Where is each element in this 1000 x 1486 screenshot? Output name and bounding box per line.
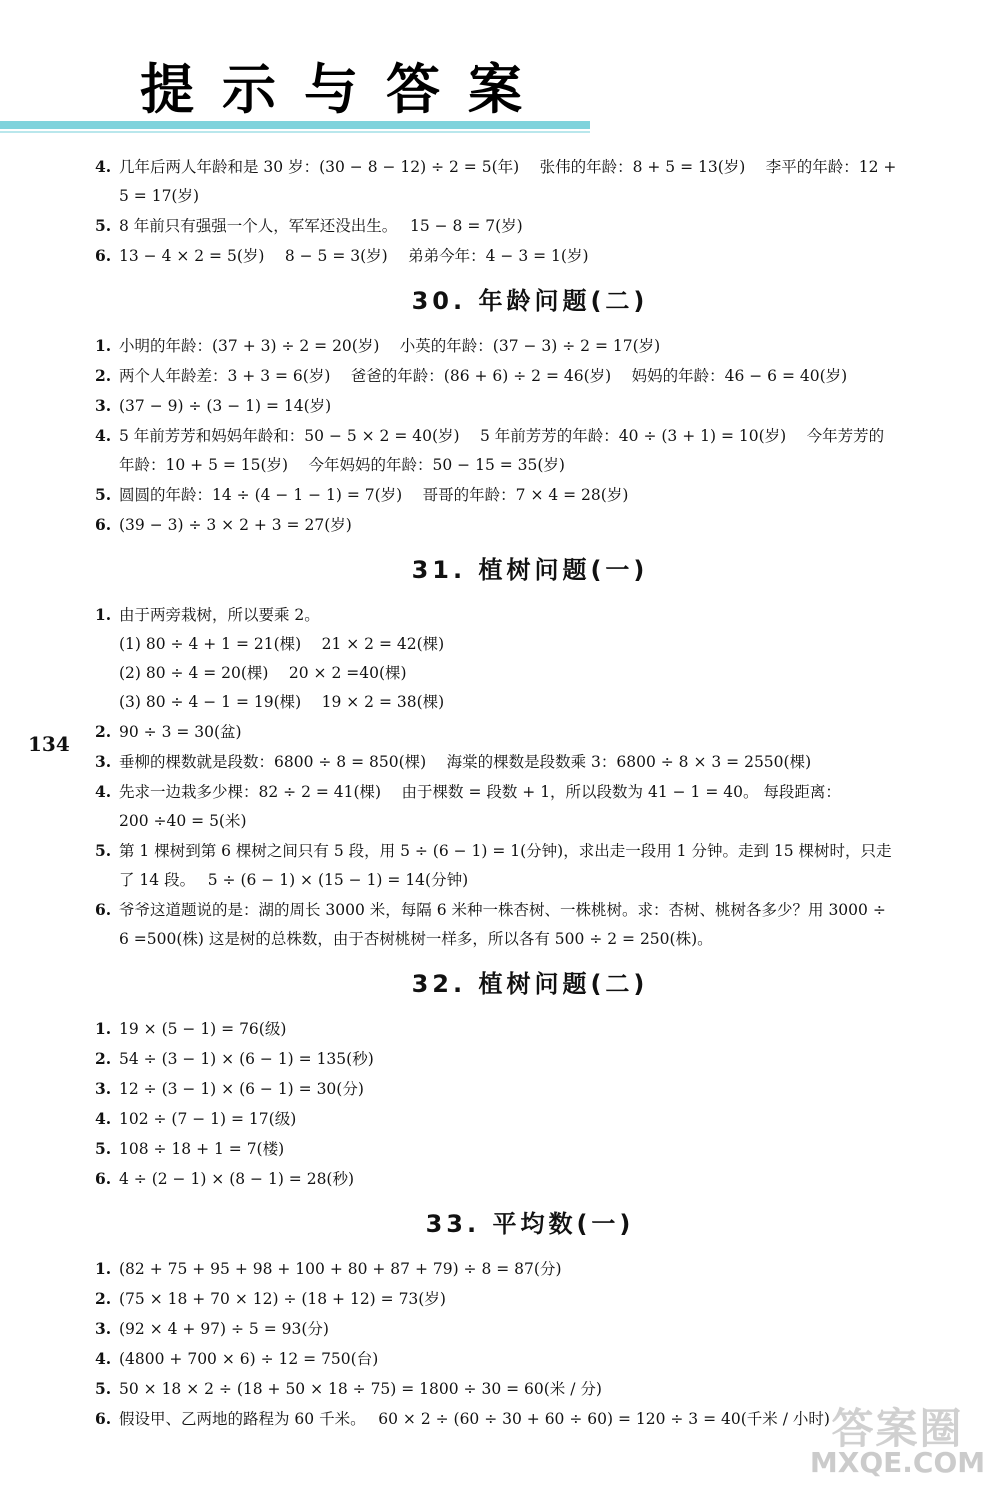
answer-item [95, 211, 965, 241]
item-text: 102 ÷ (7 − 1) = 17(级) [119, 1110, 297, 1128]
item-number: 1. [95, 336, 112, 355]
watermark-logo [805, 1396, 990, 1480]
item-number: 6. [95, 246, 112, 265]
watermark-url: MXQE.COM [809, 1446, 986, 1479]
item-number: 5. [95, 485, 112, 504]
item-number: 4. [95, 1349, 112, 1368]
item-text: 假设甲、乙两地的路程为 60 千米。 60 × 2 ÷ (60 ÷ 30 + 60 ÷ 60) = 120 ÷ 3 = 40(千米 / 小时) [119, 1410, 830, 1428]
item-text: (4800 + 700 × 6) ÷ 12 = 750(台) [119, 1350, 379, 1368]
answer-item [95, 361, 965, 391]
answer-item [95, 480, 965, 510]
item-text: 50 × 18 × 2 ÷ (18 + 50 × 18 ÷ 75) = 1800 ÷ 30 = 60(米 / 分) [119, 1380, 602, 1398]
answer-item [95, 510, 965, 540]
item-text: 12 ÷ (3 − 1) × (6 − 1) = 30(分) [119, 1080, 364, 1098]
section-title: 30. 年龄问题(二) [411, 287, 649, 315]
item-text: 90 ÷ 3 = 30(盆) [119, 723, 242, 741]
answer-item [95, 331, 965, 361]
item-number: 3. [95, 396, 112, 415]
section-title: 32. 植树问题(二) [411, 970, 649, 998]
item-text: (39 − 3) ÷ 3 × 2 + 3 = 27(岁) [119, 516, 352, 534]
item-text: (82 + 75 + 95 + 98 + 100 + 80 + 87 + 79) ÷ 8 = 87(分) [119, 1260, 562, 1278]
watermark-text: 答案圈 [831, 1404, 964, 1453]
answer-item [95, 1044, 965, 1074]
answer-item [95, 241, 965, 271]
item-text: 两个人年龄差：3 + 3 = 6(岁) 爸爸的年龄：(86 + 6) ÷ 2 = 46(岁) 妈妈的年龄：46 − 6 = 40(岁) [119, 367, 848, 385]
answer-item [95, 1344, 965, 1374]
item-number: 2. [95, 722, 112, 741]
item-text: 4 ÷ (2 − 1) × (8 − 1) = 28(秒) [119, 1170, 355, 1188]
answer-item [95, 1134, 965, 1164]
item-text: 圆圆的年龄：14 ÷ (4 − 1 − 1) = 7(岁) 哥哥的年龄：7 × 4 = 28(岁) [119, 486, 629, 504]
item-text: 由于两旁栽树，所以要乘 2。 [119, 606, 320, 624]
page-header-title: 提示与答案 [140, 58, 550, 121]
answer-continuation: 了 14 段。 5 ÷ (6 − 1) × (15 − 1) = 14(分钟) [119, 871, 469, 889]
item-text: 108 ÷ 18 + 1 = 7(楼) [119, 1140, 285, 1158]
item-number: 3. [95, 1319, 112, 1338]
answer-item [95, 1254, 965, 1284]
answer-item [95, 777, 965, 807]
answer-content [95, 152, 965, 1434]
answer-item [95, 152, 965, 182]
answer-item [95, 1284, 965, 1314]
answer-continuation: 200 ÷40 = 5(米) [119, 812, 247, 830]
item-text: 13 − 4 × 2 = 5(岁) 8 − 5 = 3(岁) 弟弟今年：4 − 3 = 1(岁) [119, 247, 589, 265]
item-text: 54 ÷ (3 − 1) × (6 − 1) = 135(秒) [119, 1050, 374, 1068]
item-text: 小明的年龄：(37 + 3) ÷ 2 = 20(岁) 小英的年龄：(37 − 3) ÷ 2 = 17(岁) [119, 337, 661, 355]
item-number: 2. [95, 1289, 112, 1308]
item-text: 5 年前芳芳和妈妈年龄和：50 − 5 × 2 = 40(岁) 5 年前芳芳的年龄：40 ÷ (3 + 1) = 10(岁) 今年芳芳的 [119, 427, 885, 445]
item-number: 5. [95, 1379, 112, 1398]
item-number: 3. [95, 1079, 112, 1098]
item-text: 爷爷这道题说的是：湖的周长 3000 米，每隔 6 米种一株杏树、一株桃树。求：杏树、桃树各多少？用 3000 ÷ [119, 901, 886, 919]
answer-item [95, 1074, 965, 1104]
item-number: 2. [95, 1049, 112, 1068]
item-text: 先求一边栽多少棵：82 ÷ 2 = 41(棵) 由于棵数 = 段数 + 1，所以段数为 41 − 1 = 40。 每段距离： [119, 783, 841, 801]
header-rule [0, 121, 590, 129]
answer-item [95, 836, 965, 866]
answer-subitem: (2) 80 ÷ 4 = 20(棵) 20 × 2 =40(棵) [119, 664, 407, 682]
answer-item [95, 421, 965, 451]
answer-item [95, 600, 965, 630]
item-number: 5. [95, 1139, 112, 1158]
item-number: 6. [95, 1169, 112, 1188]
item-number: 6. [95, 900, 112, 919]
item-number: 5. [95, 216, 112, 235]
item-text: 19 × (5 − 1) = 76(级) [119, 1020, 287, 1038]
item-number: 6. [95, 515, 112, 534]
section-title: 31. 植树问题(一) [411, 556, 649, 584]
section-title: 33. 平均数(一) [425, 1210, 635, 1238]
item-number: 5. [95, 841, 112, 860]
answer-continuation: 6 =500(株) 这是树的总株数，由于杏树桃树一样多，所以各有 500 ÷ 2 = 250(株)。 [119, 930, 713, 948]
header-rule-thin [0, 131, 590, 133]
item-number: 1. [95, 1259, 112, 1278]
page-number: 134 [28, 732, 70, 756]
answer-item [95, 1164, 965, 1194]
answer-item [95, 895, 965, 925]
answer-item [95, 717, 965, 747]
answer-continuation: 年龄：10 + 5 = 15(岁) 今年妈妈的年龄：50 − 15 = 35(岁) [119, 456, 565, 474]
item-text: 垂柳的棵数就是段数：6800 ÷ 8 = 850(棵) 海棠的棵数是段数乘 3：6800 ÷ 8 × 3 = 2550(棵) [119, 753, 812, 771]
item-text: (92 × 4 + 97) ÷ 5 = 93(分) [119, 1320, 329, 1338]
answer-item [95, 1014, 965, 1044]
answer-subitem: (1) 80 ÷ 4 + 1 = 21(棵) 21 × 2 = 42(棵) [119, 635, 445, 653]
answer-item [95, 747, 965, 777]
item-text: (75 × 18 + 70 × 12) ÷ (18 + 12) = 73(岁) [119, 1290, 446, 1308]
answer-item [95, 1104, 965, 1134]
item-number: 6. [95, 1409, 112, 1428]
item-number: 4. [95, 157, 112, 176]
item-text: 8 年前只有强强一个人，军军还没出生。 15 − 8 = 7(岁) [119, 217, 523, 235]
item-number: 3. [95, 752, 112, 771]
item-number: 2. [95, 366, 112, 385]
item-number: 1. [95, 605, 112, 624]
item-number: 4. [95, 782, 112, 801]
answer-continuation: 5 = 17(岁) [119, 187, 200, 205]
item-text: 第 1 棵树到第 6 棵树之间只有 5 段，用 5 ÷ (6 − 1) = 1(分钟)，求出走一段用 1 分钟。走到 15 棵树时，只走 [119, 842, 892, 860]
answer-subitem: (3) 80 ÷ 4 − 1 = 19(棵) 19 × 2 = 38(棵) [119, 693, 445, 711]
item-number: 4. [95, 1109, 112, 1128]
answer-item [95, 1314, 965, 1344]
answer-item [95, 391, 965, 421]
item-number: 1. [95, 1019, 112, 1038]
item-number: 4. [95, 426, 112, 445]
item-text: (37 − 9) ÷ (3 − 1) = 14(岁) [119, 397, 332, 415]
item-text: 几年后两人年龄和是 30 岁：(30 − 8 − 12) ÷ 2 = 5(年) 张伟的年龄：8 + 5 = 13(岁) 李平的年龄：12 + [119, 158, 897, 176]
